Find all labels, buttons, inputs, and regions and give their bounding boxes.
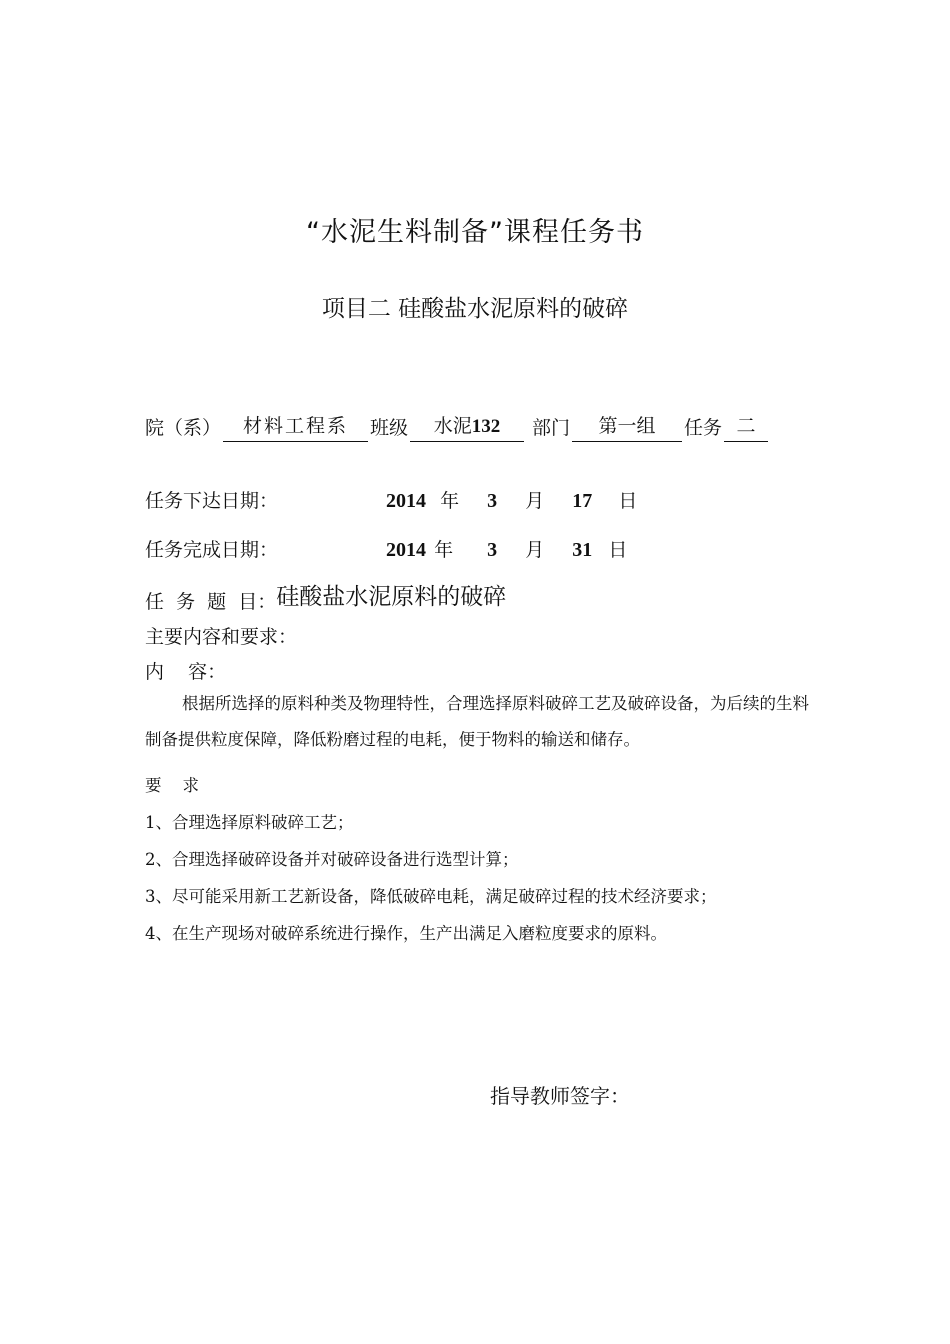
topic-value: 硅酸盐水泥原料的破碎	[276, 584, 507, 610]
content-heading: 内 容：	[145, 661, 227, 683]
issue-day: 17	[572, 490, 593, 512]
content-text: 根据所选择的原料种类及物理特性，合理选择原料破碎工艺及破碎设备，为后续的生料制备提供粒度保障，降低粉磨过程的电耗，便于物料的输送和储存。	[145, 694, 809, 749]
class-field	[410, 412, 524, 442]
finish-day-unit: 日	[608, 539, 628, 561]
requirement-item: 1、合理选择原料破碎工艺；	[145, 813, 354, 832]
document-title: “水泥生料制备”课程任务书	[306, 217, 644, 248]
info-row	[145, 412, 770, 442]
issue-month-unit: 月	[525, 490, 545, 512]
issue-day-unit: 日	[618, 490, 638, 512]
requirement-item: 2、合理选择破碎设备并对破碎设备进行选型计算；	[145, 850, 519, 869]
topic-row	[145, 578, 506, 611]
finish-year-unit: 年	[434, 539, 454, 561]
task-field: 二	[724, 412, 768, 442]
dept-label: 院（系）	[145, 417, 222, 439]
class-label: 班级	[370, 417, 409, 439]
issue-date-row	[145, 486, 637, 513]
issue-date-label: 任务下达日期：	[145, 490, 279, 512]
signature-label: 指导教师签字：	[490, 1084, 630, 1108]
finish-year: 2014	[386, 539, 427, 561]
class-value-num: 132	[471, 416, 501, 437]
requirements-heading: 要 求	[145, 776, 199, 795]
class-value-cn: 水泥	[433, 415, 472, 437]
finish-month: 3	[487, 539, 498, 561]
group-field: 第一组	[572, 412, 682, 442]
dept-field: 材料工程系	[223, 412, 368, 442]
requirement-item: 4、在生产现场对破碎系统进行操作，生产出满足入磨粒度要求的原料。	[145, 924, 667, 943]
content-paragraph	[145, 686, 815, 758]
task-label: 任务	[684, 417, 723, 439]
topic-label: 任 务 题 目：	[145, 591, 277, 613]
group-label: 部门	[532, 417, 571, 439]
main-heading: 主要内容和要求：	[145, 626, 298, 648]
issue-year-unit: 年	[440, 490, 460, 512]
finish-month-unit: 月	[525, 539, 545, 561]
requirement-item: 3、尽可能采用新工艺新设备，降低破碎电耗，满足破碎过程的技术经济要求；	[145, 887, 717, 906]
finish-day: 31	[572, 539, 593, 561]
finish-date-row	[145, 535, 627, 562]
issue-month: 3	[487, 490, 498, 512]
document-subtitle: 项目二 硅酸盐水泥原料的破碎	[321, 296, 629, 322]
issue-year: 2014	[386, 490, 427, 512]
finish-date-label: 任务完成日期：	[145, 539, 279, 561]
